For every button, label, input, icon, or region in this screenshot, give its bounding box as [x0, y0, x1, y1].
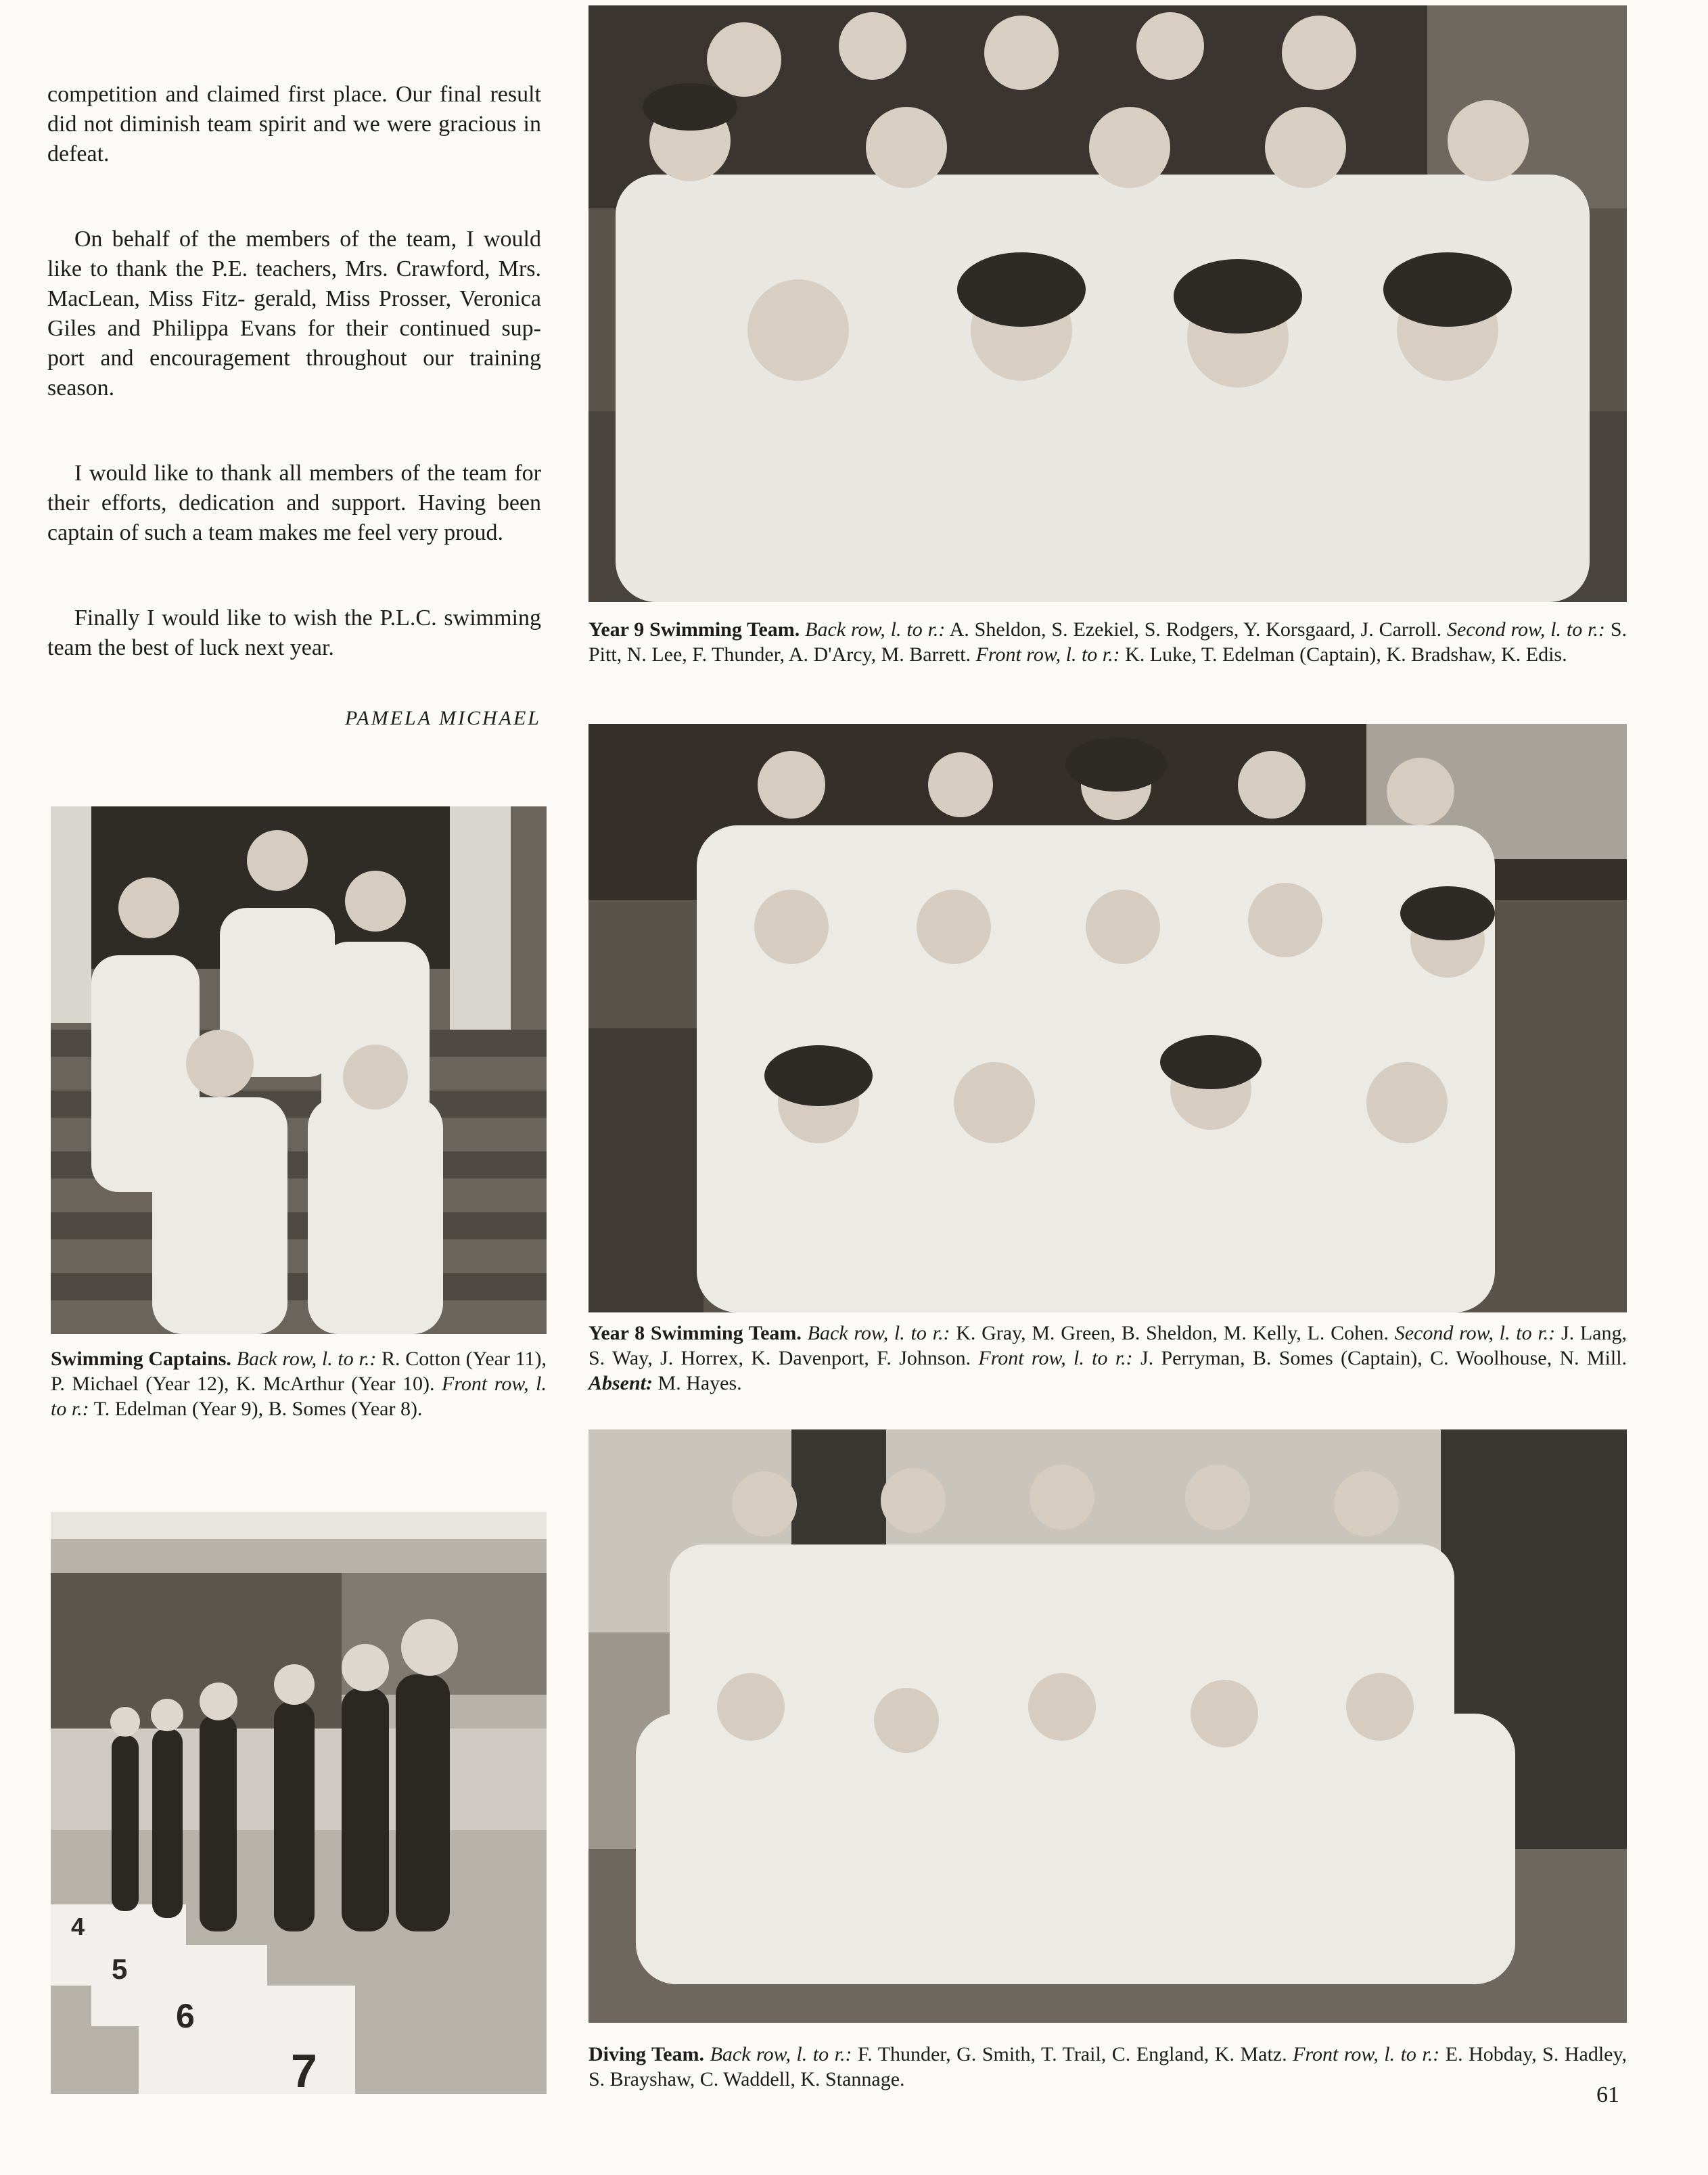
caption-names: F. Thunder, G. Smith, T. Trail, C. England, K. Matz. [857, 2043, 1287, 2065]
page-number: 61 [1596, 2082, 1619, 2107]
diving-caption [588, 2042, 1627, 2092]
caption-label: Absent: [588, 1372, 653, 1394]
caption-names: R. Cotton (Year 11), P. Michael (Year 12), K. McArthur (Year 10). [51, 1348, 547, 1395]
caption-label: Front row, l. to r.: [975, 643, 1120, 666]
swimmers-start-photo [51, 1512, 547, 2094]
caption-label: Back row, l. to r.: [805, 618, 946, 641]
year9-team-photo [588, 5, 1627, 602]
lane-number: 7 [291, 2044, 317, 2094]
caption-title: Year 9 Swimming Team. [588, 618, 800, 641]
paragraph: competition and claimed first place. Our final result did not diminish team spirit and we were gracious in defeat. [47, 82, 541, 166]
caption-label: Front row, l. to r.: [1293, 2043, 1440, 2065]
captains-caption [51, 1346, 547, 1421]
caption-names: J. Lang, S. Way, J. Horrex, K. Davenport, F. Johnson. [588, 1322, 1628, 1369]
year9-caption [588, 617, 1627, 667]
year8-caption [588, 1321, 1627, 1396]
caption-label: Back row, l. to r.: [807, 1322, 950, 1344]
author-signature: PAMELA MICHAEL [344, 707, 541, 729]
caption-names: K. Gray, M. Green, B. Sheldon, M. Kelly, L. Cohen. [956, 1322, 1389, 1344]
paragraph: On behalf of the members of the team, I would like to thank the P.E. teachers, Mrs. Crawford, Mrs. MacLean, Miss Fitz- gerald, Miss Prosser, Veronica Giles and Philippa Evans for their continued sup- port and encouragement throughout our training season. [47, 227, 541, 400]
paragraph: I would like to thank all members of the team for their efforts, dedication and support. Having been captain of such a team makes me feel very proud. [47, 461, 541, 545]
caption-label: Front row, l. to r.: [978, 1347, 1133, 1369]
swimming-captains-photo [51, 806, 547, 1334]
caption-names: J. Perryman, B. Somes (Captain), C. Woolhouse, N. Mill. [1140, 1347, 1628, 1369]
year8-team-photo [588, 724, 1627, 1312]
caption-names: T. Edelman (Year 9), B. Somes (Year 8). [93, 1398, 423, 1420]
caption-names: S. Pitt, N. Lee, F. Thunder, A. D'Arcy, M. Barrett. [588, 618, 1627, 666]
lane-number: 4 [71, 1913, 85, 1940]
caption-title: Diving Team. [588, 2043, 705, 2065]
diving-team-photo [588, 1429, 1627, 2023]
lane-number: 6 [176, 1997, 195, 2035]
paragraph: Finally I would like to wish the P.L.C. swimming team the best of luck next year. [47, 605, 541, 660]
caption-names: K. Luke, T. Edelman (Captain), K. Bradshaw, K. Edis. [1125, 643, 1567, 666]
lane-number: 5 [112, 1953, 128, 1985]
caption-label: Back row, l. to r.: [710, 2043, 852, 2065]
caption-label: Second row, l. to r.: [1394, 1322, 1556, 1344]
caption-title: Swimming Captains. [51, 1348, 231, 1370]
caption-label: Front row, l. to r.: [51, 1373, 547, 1420]
caption-names: M. Hayes. [657, 1372, 742, 1394]
caption-label: Back row, l. to r.: [236, 1348, 377, 1370]
article-text [47, 80, 541, 718]
caption-label: Second row, l. to r.: [1446, 618, 1605, 641]
caption-names: E. Hobday, S. Hadley, S. Brayshaw, C. Waddell, K. Stannage. [588, 2043, 1628, 2090]
caption-names: A. Sheldon, S. Ezekiel, S. Rodgers, Y. Korsgaard, J. Carroll. [949, 618, 1442, 641]
caption-title: Year 8 Swimming Team. [588, 1322, 802, 1344]
